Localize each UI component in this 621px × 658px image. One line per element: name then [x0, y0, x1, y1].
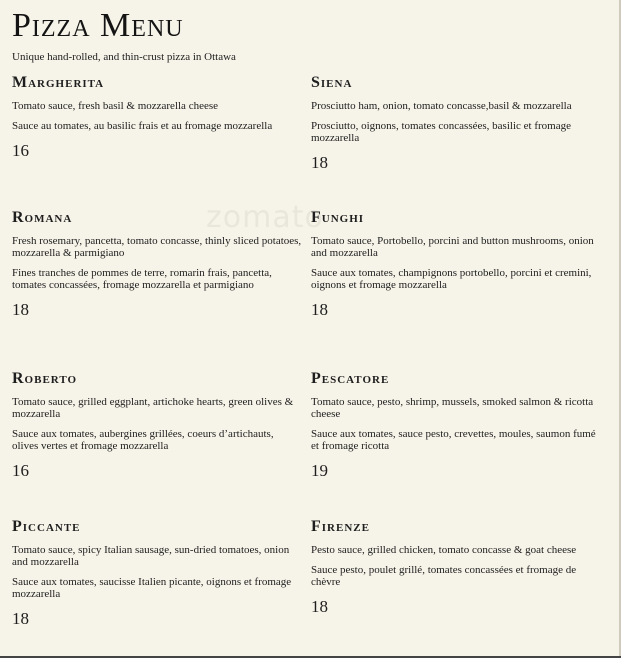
item-name: Siena: [311, 74, 353, 91]
menu-item-margherita: [12, 74, 302, 160]
page-title: Pizza Menu: [12, 7, 184, 44]
item-description-fr: Sauce aux tomates, sauce pesto, crevettes, moules, saumon fumé et fromage ricotta: [311, 428, 596, 452]
item-price: 18: [311, 300, 328, 319]
item-name: Piccante: [12, 518, 81, 535]
item-description-en: Pesto sauce, grilled chicken, tomato concasse & goat cheese: [311, 544, 577, 556]
item-description-en: Tomato sauce, grilled eggplant, artichoke hearts, green olives & mozzarella: [12, 396, 294, 420]
item-price: 18: [12, 300, 29, 319]
item-name: Romana: [12, 209, 73, 226]
item-price: 18: [12, 609, 29, 628]
item-name: Funghi: [311, 209, 365, 226]
menu-item-piccante: [12, 518, 302, 628]
item-description-fr: Prosciutto, oignons, tomates concassées, basilic et fromage mozzarella: [311, 120, 571, 144]
item-description-fr: Sauce aux tomates, champignons portobello, porcini et cremini, oignons et fromage mozzarella: [311, 267, 592, 291]
item-price: 18: [311, 153, 328, 172]
item-price: 18: [311, 597, 328, 616]
menu-item-roberto: [12, 370, 302, 480]
menu-item-siena: [311, 74, 601, 172]
item-price: 19: [311, 461, 328, 480]
menu-item-firenze: [311, 518, 601, 616]
menu-item-romana: [12, 209, 302, 319]
item-name: Pescatore: [311, 370, 390, 387]
item-description-fr: Fines tranches de pommes de terre, romarin frais, pancetta, tomates concassées, fromage mozzarella et parmigiano: [12, 267, 272, 291]
item-description-en: Tomato sauce, fresh basil & mozzarella cheese: [12, 100, 218, 112]
item-description-en: Tomato sauce, pesto, shrimp, mussels, smoked salmon & ricotta cheese: [311, 396, 594, 420]
item-description-en: Prosciutto ham, onion, tomato concasse,basil & mozzarella: [311, 100, 572, 112]
item-description-fr: Sauce aux tomates, saucisse Italien picante, oignons et fromage mozzarella: [12, 576, 292, 600]
item-description-fr: Sauce pesto, poulet grillé, tomates concassées et fromage de chèvre: [311, 564, 577, 588]
item-price: 16: [12, 141, 29, 160]
item-description-en: Tomato sauce, Portobello, porcini and button mushrooms, onion and mozzarella: [311, 235, 594, 259]
item-description-en: Tomato sauce, spicy Italian sausage, sun-dried tomatoes, onion and mozzarella: [12, 544, 290, 568]
item-description-fr: Sauce au tomates, au basilic frais et au fromage mozzarella: [12, 120, 273, 132]
menu-item-pescatore: [311, 370, 601, 480]
item-name: Roberto: [12, 370, 78, 387]
item-name: Margherita: [12, 74, 105, 91]
page-subtitle: Unique hand-rolled, and thin-crust pizza in Ottawa: [12, 51, 236, 63]
item-price: 16: [12, 461, 29, 480]
menu-item-funghi: [311, 209, 601, 319]
item-description-fr: Sauce aux tomates, aubergines grillées, coeurs d’artichauts, olives vertes et fromage mozzarella: [12, 428, 274, 452]
item-name: Firenze: [311, 518, 370, 535]
item-description-en: Fresh rosemary, pancetta, tomato concasse, thinly sliced potatoes, mozzarella & parmigiano: [12, 235, 302, 259]
zomato-watermark: zomato: [206, 200, 324, 235]
